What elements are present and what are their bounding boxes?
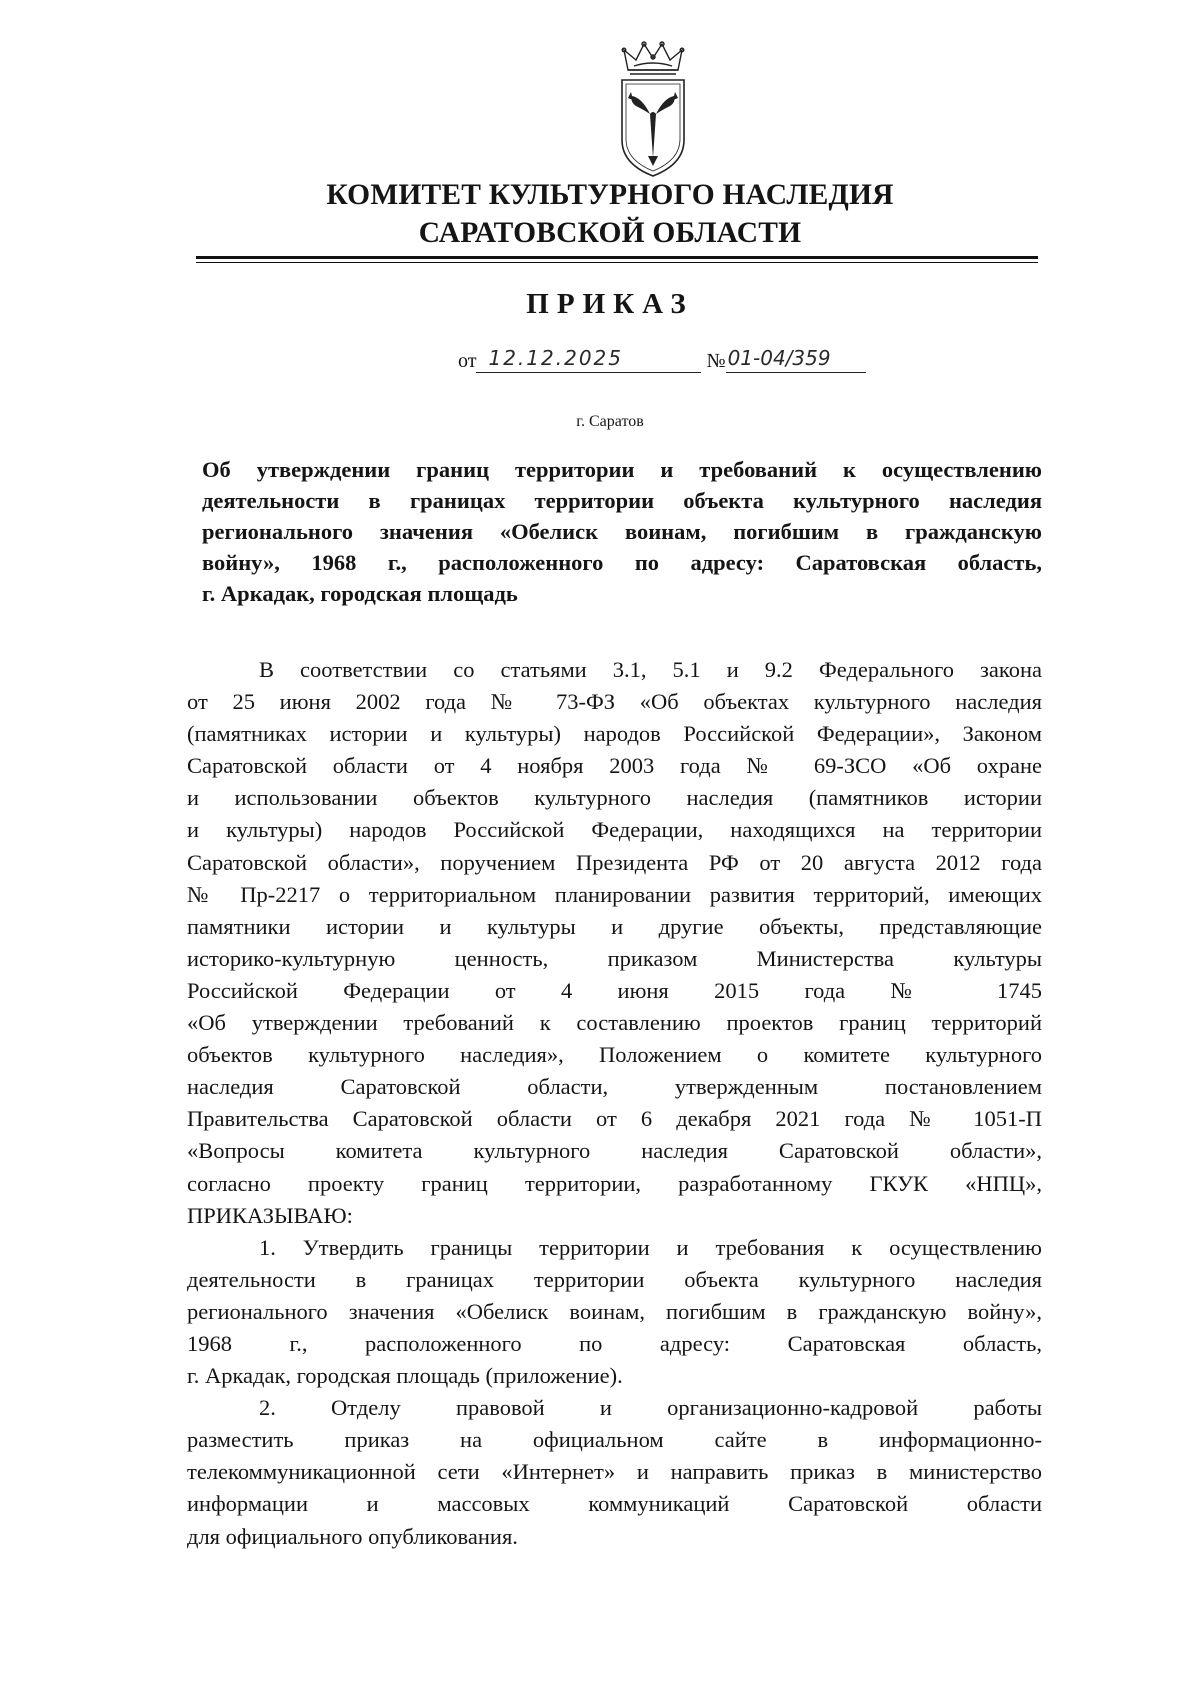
preamble-line: Правительства Саратовской области от 6 декабря 2021 года № 1051-П: [187, 1106, 1042, 1132]
preamble-line: от 25 июня 2002 года № 73-ФЗ «Об объектах культурного наследия: [187, 689, 1042, 715]
item-1-line: г. Аркадак, городская площадь (приложение).: [187, 1363, 623, 1389]
date-prefix: от: [458, 350, 477, 372]
header-rule-thin: [196, 262, 1038, 263]
handwritten-date: 12.12.2025: [488, 346, 623, 370]
preamble-line: и использовании объектов культурного наследия (памятников истории: [187, 785, 1042, 811]
preamble-line: № Пр-2217 о территориальном планировании развития территорий, имеющих: [187, 881, 1042, 907]
item-2-line: информации и массовых коммуникаций Саратовской области: [187, 1491, 1042, 1517]
organization-title: [180, 176, 1040, 252]
organization-title-line: САРАТОВСКОЙ ОБЛАСТИ: [418, 217, 802, 249]
date-field: [476, 346, 701, 373]
item-2-line: разместить приказ на официальном сайте в информационно-: [187, 1427, 1042, 1453]
preamble-line: наследия Саратовской области, утвержденным постановлением: [187, 1074, 1042, 1100]
item-2-line: 2. Отделу правовой и организационно-кадровой работы: [259, 1395, 1042, 1421]
preamble-line: В соответствии со статьями 3.1, 5.1 и 9.2 Федерального закона: [259, 657, 1042, 682]
item-1-line: 1968 г., расположенного по адресу: Саратовская область,: [187, 1330, 1042, 1356]
order-body: [187, 654, 1042, 1553]
saratov-coat-of-arms-icon: [614, 40, 692, 180]
number-field: [726, 346, 866, 373]
order-title-line: войну», 1968 г., расположенного по адресу: Саратовская область,: [202, 550, 1042, 575]
preamble-line: (памятниках истории и культуры) народов Российской Федерации», Законом: [187, 721, 1042, 747]
item-1-line: 1. Утвердить границы территории и требования к осуществлению: [259, 1234, 1042, 1260]
order-title-line: регионального значения «Обелиск воинам, погибшим в гражданскую: [202, 519, 1042, 544]
order-title-line: г. Аркадак, городская площадь: [202, 581, 518, 606]
preamble-line: памятники истории и культуры и другие объекты, представляющие: [187, 913, 1042, 939]
preamble-line: объектов культурного наследия», Положением о комитете культурного: [187, 1042, 1042, 1068]
item-2-line: телекоммуникационной сети «Интернет» и направить приказ в министерство: [187, 1459, 1042, 1485]
order-title-line: Об утверждении границ территории и требований к осуществлению: [202, 457, 1042, 482]
preamble-line: историко-культурную ценность, приказом Министерства культуры: [187, 945, 1042, 971]
header-rule-thick: [196, 256, 1038, 259]
number-prefix: №: [706, 350, 726, 372]
document-type: ПРИКАЗ: [526, 288, 694, 320]
preamble-line: и культуры) народов Российской Федерации, находящихся на территории: [187, 817, 1042, 843]
handwritten-number: 01-04/359: [727, 346, 831, 370]
item-1-line: деятельности в границах территории объекта культурного наследия: [187, 1266, 1042, 1292]
item-1-line: регионального значения «Обелиск воинам, погибшим в гражданскую войну»,: [187, 1298, 1042, 1324]
date-number-line: [458, 346, 866, 373]
preamble-line: согласно проекту границ территории, разработанному ГКУК «НПЦ»,: [187, 1170, 1042, 1196]
item-2-line: для официального опубликования.: [187, 1523, 518, 1549]
preamble-line: Российской Федерации от 4 июня 2015 года № 1745: [187, 977, 1042, 1003]
preamble-line: «Об утверждении требований к составлению проектов границ территорий: [187, 1010, 1042, 1036]
order-word: ПРИКАЗЫВАЮ:: [187, 1202, 353, 1228]
order-title-line: деятельности в границах территории объекта культурного наследия: [202, 488, 1042, 513]
preamble-line: «Вопросы комитета культурного наследия Саратовской области»,: [187, 1138, 1042, 1164]
organization-title-line: КОМИТЕТ КУЛЬТУРНОГО НАСЛЕДИЯ: [326, 179, 894, 211]
order-title: [202, 454, 1042, 609]
preamble-line: Саратовской области от 4 ноября 2003 года № 69-ЗСО «Об охране: [187, 753, 1042, 779]
city-label: г. Саратов: [576, 413, 644, 430]
preamble-line: Саратовской области», поручением Президента РФ от 20 августа 2012 года: [187, 849, 1042, 875]
